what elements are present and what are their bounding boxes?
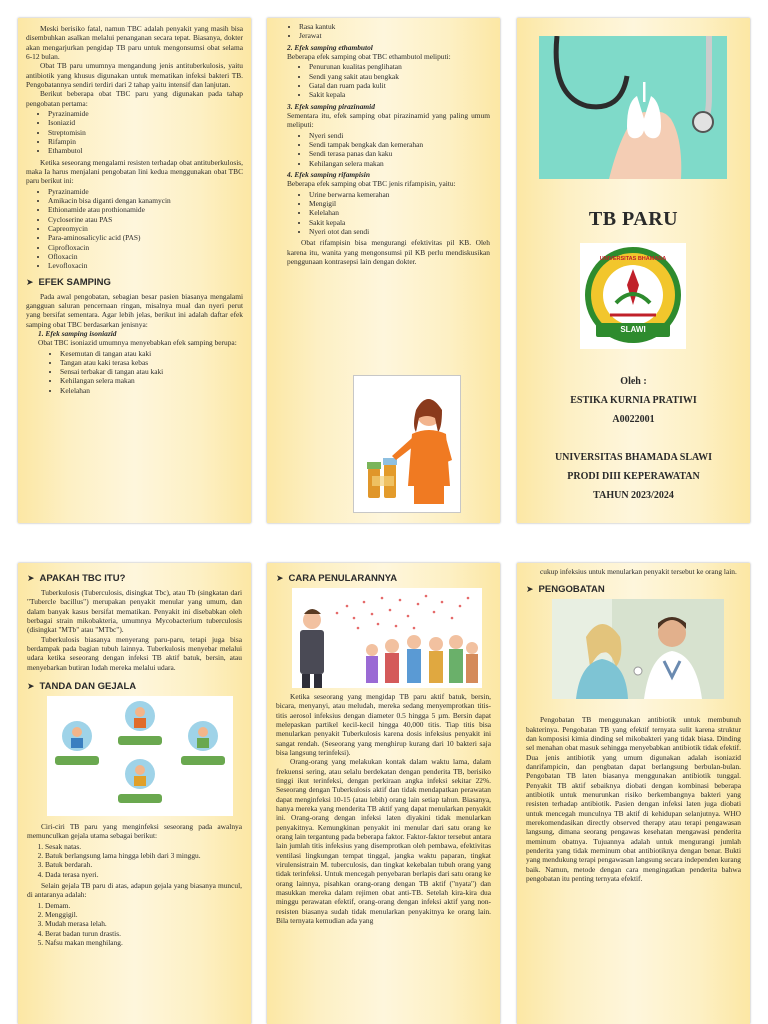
- list-item: 5. Nafsu makan menghilang.: [45, 938, 242, 947]
- list-item: 2. Batuk berlangsung lama hingga lebih dari 3 minggu.: [45, 851, 242, 860]
- page1-middle-panel: [267, 18, 500, 523]
- p2r-para1: Pengobatan TB menggunakan antibiotik untuk membunuh bakterinya. Pengobatan TB yang efektif ternyata sulit karena struktur dan komposisi kimia dinding sel mikobakteri yang tidak biasa. Dinding sel menahan obat masuk sehingga menyebabkan antibiotik tidak efektif. Dua jenis antibiotik yang umum digunakan adalah isoniazid danrifampicin, dan pengbatan dapat berlangsung berbulan-bulan. Pengobatan TB laten biasanya menggunakan antibiotik tunggal. Penyakit TB aktif sebaiknya diobati dengan kombinasi beberapa antibiotik untuk menurunkan risiko berkembangnya bakteri yang resisten terhadap antibiotik. Pasien dengan infeksi laten juga diobati untuk mencegah munculnya TB aktif di kehidupan selanjutnya. WHO merekomendasikan directly observed therapy atau terapi pengawasan langsung, dimana seorang pengawas kesehatan mengawasi penderita meminum obatnya. Tujuannya adalah untuk mengurangi jumlah penderita yang tidak meminum obat antibiotiknya dengan benar. Bukti yang mendukung terapi pengawasan langsung secara independen kurang baik. Namun, metode dengan cara mengingatkan penderita bahwa pengobatan itu penting ternyata efektif.: [526, 715, 741, 883]
- list-item: 1. Sesak natas.: [45, 842, 242, 851]
- stethoscope-lungs-photo: [539, 36, 727, 179]
- isoniazid-effects-list: [38, 349, 243, 396]
- list-item: • Para-aminosalicylic acid (PAS): [48, 233, 243, 242]
- university-logo: [580, 243, 686, 349]
- list-item: • Penurunan kualitas penglihatan: [309, 62, 490, 71]
- subsection-number: 1.: [38, 328, 44, 338]
- list-item: • Isoniazid: [48, 118, 243, 127]
- list-item: 4. Berat badan turun drastis.: [45, 929, 242, 938]
- brochure-title: TB PARU: [588, 208, 679, 230]
- list-item: • Mengigil: [309, 199, 490, 208]
- list-item: • Sendi terasa panas dan kaku: [309, 149, 490, 158]
- section-heading-pengobatan: ➤ PENGOBATAN: [526, 584, 605, 596]
- p1l-para4: Ketika seseorang mengalami resisten terhadap obat antituberkulosis, maka Ia harus menjalani pengobatan lini kedua menggunakan obat TBC paru berikut ini:: [26, 157, 243, 186]
- subsection-title: Efek samping rifampisin: [294, 169, 370, 179]
- subsection-title: Efek samping isoniazid: [45, 328, 117, 338]
- list-item: 2. Menggigil.: [45, 910, 242, 919]
- list-item: • Cycloserine atau PAS: [48, 215, 243, 224]
- other-symptoms-list: [27, 901, 242, 948]
- list-item: • Sakit kepala: [309, 90, 490, 99]
- first-line-drug-list: [26, 109, 243, 156]
- list-item: 3. Batuk berdarah.: [45, 860, 242, 869]
- list-item: • Sendi tampak bengkak dan kemerahan: [309, 140, 490, 149]
- transmission-illustration: [292, 588, 482, 688]
- arrow-bullet-icon: ➤: [276, 573, 284, 583]
- p1l-para2: Obat TB paru umumnya mengandung jenis antituberkulosis, yaitu antibiotik yang khusus digunakan untuk mematikan infeksi bakteri TB. Pengobatannya sendiri terdiri dari 2 tahap yaitu intensif dan lanjutan.: [26, 61, 243, 89]
- list-item: 4. Dada terasa nyeri.: [45, 870, 242, 879]
- doctor-patient-photo: [552, 599, 724, 699]
- list-item: • Nyeri sendi: [309, 131, 490, 140]
- subsection-text: Sementara itu, efek samping obat pirazinamid yang paling umum meliputi:: [287, 110, 490, 130]
- main-symptoms-list: [27, 842, 242, 879]
- list-item: • Sendi yang sakit atau bengkak: [309, 72, 490, 81]
- list-item: • Nyeri otot dan sendi: [309, 227, 490, 236]
- logo-arc-text: UNIVERSITAS BHAMADA: [599, 256, 667, 262]
- p2l-para1: Tuberkulosis (Tuberculosis, disingkat Tbc), atau Tb (singkatan dari "Tubercle bacillus") merupakan penyakit menular yang umum, dan dalam banyak kasus bersifat mematikan. Penyakit ini disebabkan oleh berbagai strain mikobakteria, umumnya Mycobacterium tuberculosis (disingkat "MTb" atau "MTbc").: [27, 588, 242, 635]
- pirazinamid-effects-list: [287, 131, 490, 168]
- list-item: • Jerawat: [299, 31, 490, 40]
- continued-effects-list: [277, 22, 490, 41]
- list-item: • Tangan atau kaki terasa kebas: [60, 358, 243, 367]
- university-name: UNIVERSITAS BHAMADA SLAWI: [554, 452, 713, 463]
- side-effect-rifampisin: 4. Efek samping rifampisin Beberapa efek samping obat TBC jenis rifampisin, yaitu: • Urine berwarna kemerahan • Mengigil • Kelelahan • Sakit kepala • Nyeri otot dan sendi Obat rifampisin bisa mengurangi efektivitas pil KB. Oleh karena itu, wanita yang mengonsumsi pil KB perlu mendiskusikan penggunaan kontrasepsi lain dengan dokter.: [287, 170, 490, 266]
- student-id: A0022001: [612, 414, 655, 425]
- list-item: • Kelelahan: [60, 386, 243, 395]
- section-heading-apakah-tbc: ➤ APAKAH TBC ITU?: [27, 573, 126, 584]
- arrow-bullet-icon: ➤: [526, 584, 534, 595]
- second-line-drug-list: [26, 187, 243, 271]
- list-item: • Pyrazinamide: [48, 187, 243, 196]
- list-item: • Amikacin bisa diganti dengan kanamycin: [48, 196, 243, 205]
- p1l-para5: Pada awal pengobatan, sebagian besar pasien biasanya mengalami gangguan saluran pencernaan ringan, misalnya mual dan nyeri perut yang bersifat sementara. Agar lebih jelas, berikut ini adalah daftar efek samping obat TBC berdasarkan jenisnya:: [26, 291, 243, 329]
- subsection-text: Beberapa efek samping obat TBC jenis rifampisin, yaitu:: [287, 179, 456, 189]
- list-item: • Pyrazinamide: [48, 109, 243, 118]
- side-effect-isoniazid: [38, 329, 243, 395]
- list-item: • Sensai terbakar di tangan atau kaki: [60, 367, 243, 376]
- list-item: • Kesemutan di tangan atau kaki: [60, 349, 243, 358]
- p1l-para3: Berikut beberapa obat TBC paru yang digunakan pada tahap pengobatan pertama:: [26, 89, 243, 108]
- list-item: • Kehilangan selera makan: [309, 159, 490, 168]
- p2l-para4: Selain gejala TB paru di atas, adapun gejala yang biasanya muncul, di antaranya adalah:: [27, 880, 242, 900]
- subsection-title: Efek samping pirazinamid: [294, 101, 375, 111]
- list-item: • Levofloxacin: [48, 261, 243, 270]
- p2l-para3: Ciri-ciri TB paru yang menginfeksi seseorang pada awalnya memunculkan gejala utama sebagai berikut:: [27, 821, 242, 841]
- section-heading-efek-samping: ➤ EFEK SAMPING: [26, 276, 111, 288]
- page2-middle-panel: [267, 563, 500, 1024]
- woman-medicine-illustration: [353, 375, 461, 513]
- study-program: PRODI DIII KEPERAWATAN: [567, 471, 700, 482]
- subsection-text: Beberapa efek samping obat TBC ethambutol meliputi:: [287, 51, 451, 61]
- p2m-para1: Ketika seseorang yang mengidap TB paru aktif batuk, bersin, bicara, menyanyi, atau meludah, mereka sedang menyemprotkan titis-titis aerosol infeksius dengan diameter 0.5 hingga 5 µm. Bersin dapat melepaskan partikel kecil-kecil hingga 40,000 titis. Tiap titis bisa menularkan penyakit Tuberkulosis karena dosis infeksius penyakit ini sangat rendah. (Seseorang yang menghirup kurang dari 10 bakteri saja bisa langsung terinfeksi).: [276, 692, 491, 757]
- list-item: • Streptomisin: [48, 128, 243, 137]
- arrow-bullet-icon: ➤: [27, 680, 35, 691]
- side-effect-pirazinamid: 3. Efek samping pirazinamid Sementara itu, efek samping obat pirazinamid yang paling umum meliputi: • Nyeri sendi • Sendi tampak bengkak dan kemerahan • Sendi terasa panas dan kaku • Kehilangan selera makan: [287, 102, 490, 168]
- page2-left-panel: [18, 563, 251, 1024]
- author-label: Oleh :: [620, 376, 647, 387]
- p2l-para2: Tuberkulosis biasanya menyerang paru-paru, tetapi juga bisa berdampak pada bagian tubuh lainnya. Tuberkulosis menyebar melalui udara ketika seseorang dengan infeksi TB aktif batuk, bersin, atau menyebarkan butiran ludah mereka melalui udara.: [27, 634, 242, 672]
- p1m-para-end: Obat rifampisin bisa mengurangi efektivitas pil KB. Oleh karena itu, wanita yang mengonsumsi pil KB perlu mendiskusikan penggunaan kontrasepsi lain dengan dokter.: [287, 238, 490, 266]
- list-item: 3. Mudah merasa lelah.: [45, 919, 242, 928]
- page1-left-panel: [18, 18, 251, 523]
- list-item: • Kehilangan selera makan: [60, 376, 243, 385]
- list-item: • Rifampin: [48, 137, 243, 146]
- side-effect-ethambutol: 2. Efek samping ethambutol Beberapa efek samping obat TBC ethambutol meliputi: • Penurunan kualitas penglihatan • Sendi yang sakit atau bengkak • Gatal dan ruam pada kulit • Sakit kepala: [287, 43, 490, 100]
- rifampisin-effects-list: [287, 190, 490, 237]
- symptoms-infographic: [47, 696, 233, 816]
- p2m-para2: Orang-orang yang melakukan kontak dalam waktu lama, dalam frekuensi sering, atau selalu berdekatan dengan penderita TB, berisiko tinggi ikut terinfeksi, dengan perkiraan angka infeksi sekitar 22%. Seseorang dengan Tuberkulosis aktif dan tidak mendapatkan perawatan dapat menginfeksi 10-15 (atau lebih) orang lain setiap tahun. Biasanya, hanya mereka yang menderita TB aktif yang dapat menularkan penyakit ini. Orang-orang dengan infeksi laten diyakini tidak menularkan penyakitnya. Kemungkinan penyakit ini menular dari satu orang ke orang lain tergantung pada beberapa faktor. Faktor-faktor tersebut antara lain jumlah titis infeksius yang disemprotkan oleh pembawa, efektivitas ventilasi lingkungan tempat tinggal, jangka waktu paparan, tingkat virulensistrain M. tuberculosis, dan tingkat kekebalan tubuh orang yang tidak terinfeksi. Untuk mencegah penyebaran berlapis dari satu orang ke orang lainnya, pisahkan orang-orang dengan TB aktif ("nyata") dan masukkan mereka dalam rejimen obat anti-TB. Setelah kira-kira dua minggu perawatan efektif, orang-orang dengan infeksi aktif yang non-resisten biasanya sudah tidak menularkan penyakitnya ke orang lain. Bila ternyata kemudian ada yang: [276, 757, 491, 925]
- list-item: • Gatal dan ruam pada kulit: [309, 81, 490, 90]
- ethambutol-effects-list: [287, 62, 490, 99]
- section-heading-tanda-gejala: ➤ TANDA DAN GEJALA: [27, 680, 137, 692]
- list-item: • Ciprofloxacin: [48, 243, 243, 252]
- author-name: ESTIKA KURNIA PRATIWI: [570, 395, 697, 406]
- list-item: • Kelelahan: [309, 208, 490, 217]
- logo-band-text: SLAWI: [620, 325, 646, 334]
- subsection-text: Obat TBC isoniazid umumnya menyebabkan efek samping berupa:: [38, 338, 237, 348]
- arrow-bullet-icon: ➤: [27, 573, 35, 583]
- arrow-bullet-icon: ➤: [26, 276, 34, 287]
- page1-right-cover-panel: [517, 18, 750, 523]
- list-item: • Urine berwarna kemerahan: [309, 190, 490, 199]
- subsection-title: Efek samping ethambutol: [294, 42, 373, 52]
- p2r-para0: cukup infeksius untuk menularkan penyakit tersebut ke orang lain.: [540, 567, 737, 576]
- list-item: • Rasa kantuk: [299, 22, 490, 31]
- p1l-para1: Meski berisiko fatal, namun TBC adalah penyakit yang masih bisa disembuhkan asalkan melalui penanganan secara tepat. Biasanya, dokter akan mengarjurkan pengidap TB paru untuk mengonsumsi obat selama 6-12 bulan.: [26, 24, 243, 61]
- page2-right-panel: [517, 563, 750, 1024]
- list-item: 1. Demam.: [45, 901, 242, 910]
- list-item: • Ethambutol: [48, 146, 243, 155]
- section-heading-cara-penularan: ➤ CARA PENULARANNYA: [276, 573, 398, 584]
- list-item: • Ofloxacin: [48, 252, 243, 261]
- academic-year: TAHUN 2023/2024: [593, 490, 674, 501]
- list-item: • Capreomycin: [48, 224, 243, 233]
- list-item: • Ethionamide atau prothionamide: [48, 205, 243, 214]
- list-item: • Sakit kepala: [309, 218, 490, 227]
